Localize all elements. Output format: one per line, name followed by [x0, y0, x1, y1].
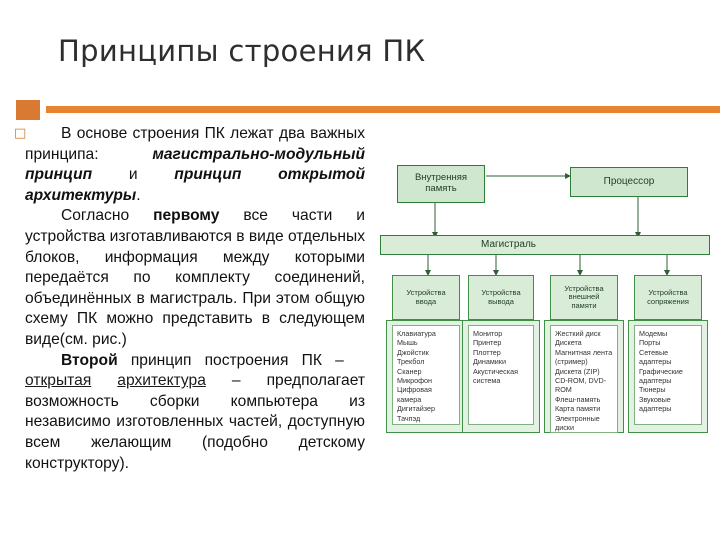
device-output-label: Устройства вывода	[481, 287, 521, 306]
device-storage-list: Жесткий диск Дискета Магнитная лента (стример) Дискета (ZIP) CD-ROM, DVD- ROM Флеш-память Карта памяти Электронные диски	[550, 325, 618, 433]
cpu-box	[570, 167, 688, 197]
accent-square	[16, 100, 40, 120]
p3-link-architecture[interactable]: архитектура	[117, 372, 206, 390]
p3-second: Второй	[61, 351, 118, 369]
pc-structure-diagram	[370, 155, 720, 540]
bus-label: Магистраль	[481, 239, 536, 251]
p3-link-open[interactable]: открытая	[25, 372, 92, 390]
device-storage-box	[550, 275, 618, 320]
paragraph-1	[25, 124, 365, 206]
bus-box	[380, 235, 710, 255]
device-input-box	[392, 275, 460, 320]
device-interface-label: Устройства сопряжения	[647, 287, 689, 306]
cpu-label: Процессор	[603, 176, 655, 188]
bullet-icon: □	[14, 126, 27, 141]
p2-text-a: Согласно	[61, 207, 154, 225]
device-input-list: Клавиатура Мышь Джойстик Трекбол Сканер Микрофон Цифровая камера Дигитайзер Тачпэд	[392, 325, 460, 425]
p2-first: первому	[153, 207, 220, 225]
device-output-list: Монитор Принтер Плоттер Динамики Акустическая система	[468, 325, 534, 425]
paragraph-3	[25, 351, 365, 475]
p1-text-e: .	[136, 186, 141, 204]
device-interface-list: Модемы Порты Сетевые адаптеры Графические адаптеры Тюнеры Звуковые адаптеры	[634, 325, 702, 425]
memory-box	[397, 165, 485, 203]
p2-text-c: все части и устройства изготавливаются в виде отдельных блоков, информация между которыми передаётся по комплекту соединений, объединённых в магистраль. При этом общую схему ПК можно представить в следующем виде(см. рис.)	[25, 207, 366, 348]
body-text	[25, 124, 365, 474]
p3-text-b: принцип построения ПК –	[117, 351, 357, 369]
device-input-label: Устройства ввода	[406, 287, 446, 306]
accent-line	[46, 106, 720, 113]
p1-term-bus: магистрально-модульный принцип	[25, 145, 365, 184]
p3-text-e: – предполагает возможность сборки компьютера из независимо изготовленных частей, доступную всем желающим (подобно детскому конструктору).	[25, 372, 365, 472]
p1-text-a: В основе строения ПК лежат два важных принципа:	[25, 125, 365, 163]
paragraph-2	[25, 206, 365, 350]
memory-label: Внутренняя память	[414, 172, 468, 194]
device-output-box	[468, 275, 534, 320]
slide-title: Принципы строения ПК	[58, 34, 426, 68]
device-interface-box	[634, 275, 702, 320]
p1-term-open: принцип открытой архитектуры	[25, 166, 365, 204]
p1-text-c: и	[92, 166, 175, 184]
device-storage-label: Устройства внешней памяти	[564, 283, 604, 310]
